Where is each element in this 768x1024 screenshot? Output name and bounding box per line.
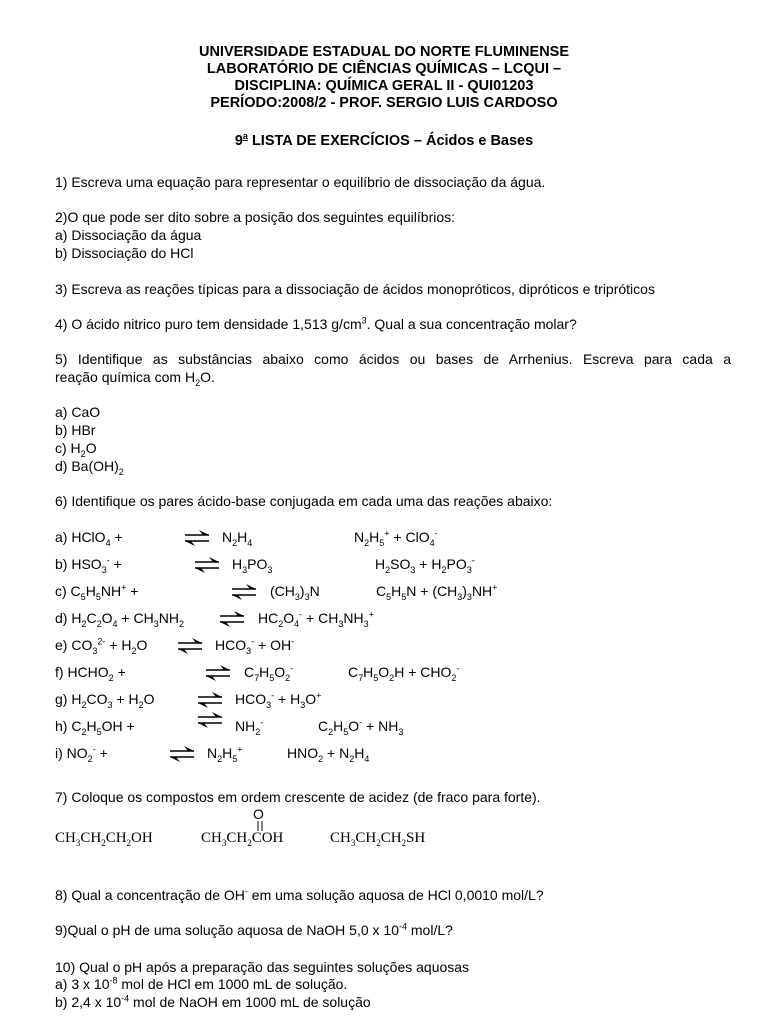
reaction-g-products: $HCO_3^- + H_3O^+$: [235, 690, 322, 710]
reaction-i-base: $N_2H_5^+$: [207, 744, 243, 764]
equilibrium-arrow-icon: [230, 584, 258, 600]
question-2: 2)O que pode ser dito sobre a posição dos seguintes equilíbrios:: [55, 209, 456, 225]
reaction-g-reactants: g) $H_2CO_3 + H_2O$: [55, 691, 155, 710]
question-5-line1: 5) Identifique as substâncias abaixo como ácidos ou bases de Arrhenius. Escreva para cada a: [55, 351, 731, 367]
question-2-item-b: b) Dissociação do HCl: [55, 245, 194, 261]
question-5-item-d: d) $Ba(OH)_2$: [55, 458, 124, 477]
reaction-b-base: $H_3PO_3$: [232, 556, 273, 575]
reaction-e-products: $HCO_3^- + OH^-$: [215, 636, 295, 656]
question-8: 8) Qual a concentração de OH- em uma solução aquosa de HCl 0,0010 mol/L?: [55, 886, 544, 903]
compound-propanethiol: $CH_3CH_2CH_2SH$: [330, 830, 426, 848]
carbonyl-oxygen: O: [253, 806, 264, 822]
equilibrium-arrow-icon: [196, 692, 224, 708]
reaction-d-reactants: d) $H_2C_2O_4 + CH_3NH_2$: [55, 610, 184, 629]
reaction-c-reactants: c) $C_5H_5NH^+$ +: [55, 582, 139, 602]
equilibrium-arrow-icon: [204, 665, 232, 681]
reaction-h-products: $C_2H_5O^- + NH_3$: [318, 717, 404, 737]
reaction-f-reactants: f) $HCHO_2$ +: [55, 664, 126, 683]
question-10-item-b: b) 2,4 x $10^{-4}$ mol de NaOH em 1000 mL de solução: [55, 993, 371, 1010]
question-7: 7) Coloque os compostos em ordem crescente de acidez (de fraco para forte).: [55, 789, 541, 805]
equilibrium-arrow-icon: [196, 712, 224, 728]
reaction-h-reactants: h) $C_2H_5OH$ +: [55, 718, 135, 737]
list-title-text: LISTA DE EXERCÍCIOS – Ácidos e Bases: [247, 133, 534, 149]
reaction-c-base: $(CH_3)_3N$: [270, 583, 320, 602]
reaction-a-base: $N_2H_4$: [222, 529, 253, 548]
reaction-f-base: $C_7H_5O_2^-$: [244, 663, 294, 683]
question-5-item-b: b) HBr: [55, 422, 96, 438]
reaction-h-base: $NH_2^-$: [235, 717, 264, 737]
reaction-e-reactants: e) $CO_3^{2-} + H_2O$: [55, 636, 148, 656]
question-5-item-c: c) $H_2O$: [55, 440, 97, 459]
list-ordinal: a: [242, 131, 248, 142]
reaction-d-products: $HC_2O_4^- + CH_3NH_3^+$: [258, 609, 374, 629]
list-title: [0, 133, 768, 149]
question-1: 1) Escreva uma equação para representar o equilíbrio de dissociação da água.: [55, 174, 546, 190]
reaction-f-products: $C_7H_5O_2H + CHO_2^-$: [348, 663, 460, 683]
question-5-item-a: a) CaO: [55, 404, 101, 420]
reaction-b-reactants: b) $HSO_3^-$ +: [55, 555, 122, 575]
equilibrium-arrow-icon: [176, 638, 204, 654]
reaction-a-reactants: a) HClO$_4$ +: [55, 529, 123, 548]
reaction-i-products: $HNO_2 + N_2H_4$: [287, 745, 370, 764]
question-3: 3) Escreva as reações típicas para a dissociação de ácidos monopróticos, dipróticos e tripróticos: [55, 281, 655, 297]
question-5-line2: reação química com $H_2O$.: [55, 369, 215, 388]
question-10-item-a: a) 3 x $10^{-8}$ mol de HCl em 1000 mL de solução.: [55, 975, 348, 992]
equilibrium-arrow-icon: [168, 746, 196, 762]
equilibrium-arrow-icon: [183, 530, 211, 546]
question-10: 10) Qual o pH após a preparação das seguintes soluções aquosas: [55, 959, 470, 975]
reaction-b-products: $H_2SO_3 + H_2PO_3^-$: [375, 555, 475, 575]
question-4: 4) O ácido nitrico puro tem densidade 1,513 $g/cm^3$. Qual a sua concentração molar?: [55, 315, 577, 332]
reaction-a-products: $N_2H_5^+ + ClO_4^-$: [354, 528, 438, 548]
question-2-item-a: a) Dissociação da água: [55, 227, 202, 243]
compound-propanol: $CH_3CH_2CH_2OH$: [55, 830, 153, 848]
compound-propanoic-acid: $CH_3CH_2COH$: [201, 830, 284, 848]
university-name: UNIVERSIDADE ESTADUAL DO NORTE FLUMINENSE: [198, 44, 570, 60]
question-6: 6) Identifique os pares ácido-base conjugada em cada uma das reações abaixo:: [55, 493, 553, 509]
reaction-c-products: $C_5H_5N + (CH_3)_3NH^+$: [376, 582, 498, 602]
period-professor: PERÍODO:2008/2 - PROF. SERGIO LUIS CARDOSO: [210, 95, 558, 111]
question-9: 9)Qual o pH de uma solução aquosa de NaOH 5,0 x $10^{-4}$ mol/L?: [55, 921, 453, 938]
course-name: DISCIPLINA: QUÍMICA GERAL II - QUI01203: [234, 78, 534, 94]
list-number: 9: [234, 133, 243, 149]
reaction-i-reactants: i) $NO_2^-$ +: [55, 744, 108, 764]
document-header: [0, 44, 768, 112]
equilibrium-arrow-icon: [218, 611, 246, 627]
equilibrium-arrow-icon: [193, 557, 221, 573]
laboratory-name: LABORATÓRIO DE CIÊNCIAS QUÍMICAS – LCQUI –: [206, 61, 562, 77]
